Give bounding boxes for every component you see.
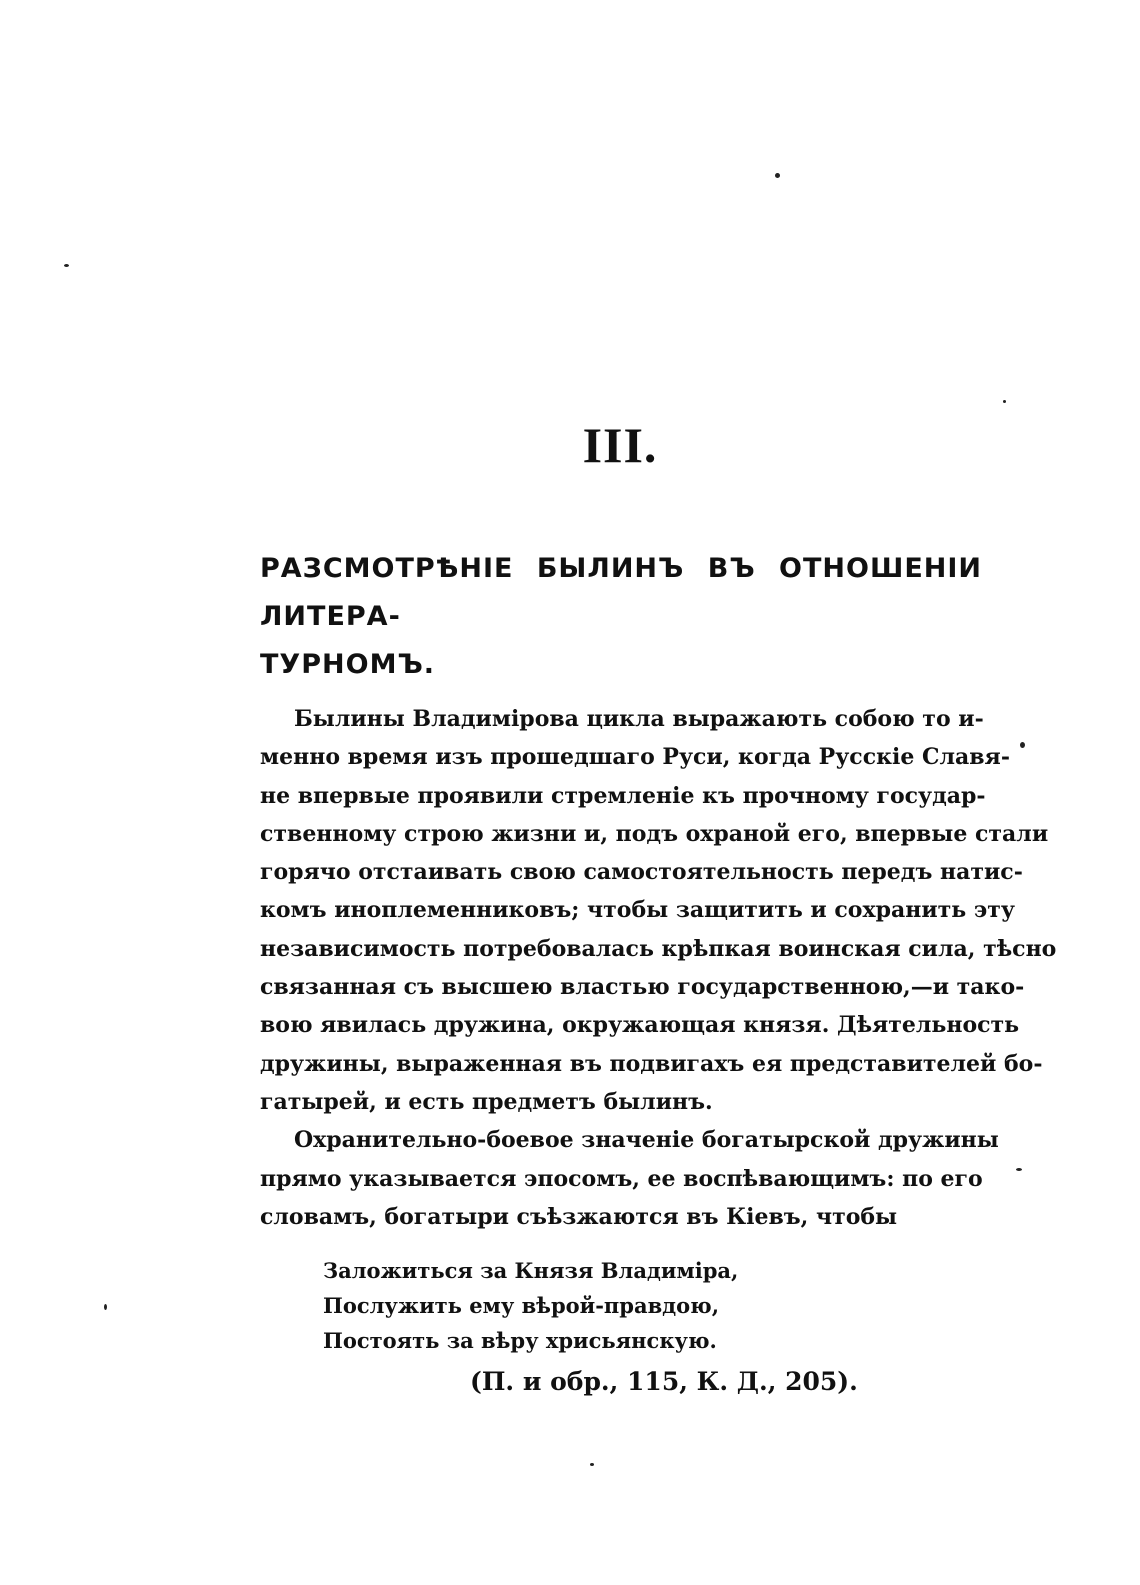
verse-line: Заложиться за Князя Владиміра,	[323, 1258, 739, 1283]
scan-speck	[590, 1463, 594, 1466]
text-line: менно время изъ прошедшаго Руси, когда Русскіе Славя-	[260, 744, 1010, 771]
text-line: вою явилась дружина, окружающая князя. Дѣятельность	[260, 1012, 1020, 1039]
text-line: прямо указывается эпосомъ, ее воспѣвающимъ: по его	[260, 1165, 983, 1192]
verse-line: Послужить ему вѣрой-правдою,	[323, 1293, 720, 1318]
body-text	[260, 700, 1057, 1236]
text-line: не впервые проявили стремленіе къ прочному государ-	[260, 782, 986, 809]
text-line: независимость потребовалась крѣпкая воинская сила, тѣсно	[260, 935, 1057, 962]
text-line: горячо отстаивать свою самостоятельность передъ натис-	[260, 859, 1023, 886]
scan-speck	[775, 173, 780, 178]
text-line: Охранительно-боевое значеніе богатырской дружины	[294, 1127, 999, 1154]
chapter-title-line: ТУРНОМЪ.	[260, 649, 436, 680]
paragraph-2	[260, 1121, 999, 1236]
verse-quote	[323, 1253, 738, 1358]
chapter-title	[260, 545, 982, 689]
scan-speck	[104, 1304, 107, 1310]
text-line: комъ иноплеменниковъ; чтобы защитить и сохранить эту	[260, 897, 1015, 924]
text-line: гатырей, и есть предметъ былинъ.	[260, 1088, 713, 1115]
text-line: словамъ, богатыри съѣзжаются въ Кіевъ, чтобы	[260, 1203, 898, 1230]
verse-citation: (П. и обр., 115, К. Д., 205).	[470, 1367, 858, 1396]
text-line: дружины, выраженная въ подвигахъ ея представителей бо-	[260, 1050, 1043, 1077]
chapter-number: III.	[582, 417, 658, 473]
paragraph-1	[260, 700, 1057, 1121]
scan-speck	[64, 264, 69, 267]
text-line: связанная съ высшею властью государственною,—и тако-	[260, 974, 1025, 1001]
verse-line: Постоять за вѣру хрисьянскую.	[323, 1328, 717, 1353]
text-line: Былины Владимірова цикла выражають собою то и-	[294, 706, 984, 732]
scan-speck	[1020, 742, 1025, 748]
text-line: ственному строю жизни и, подъ охраной его, впервые стали	[260, 820, 1049, 847]
chapter-title-line: РАЗСМОТРѢНІЕ БЫЛИНЪ ВЪ ОТНОШЕНІИ ЛИТЕРА-	[260, 553, 982, 632]
scan-speck	[1003, 400, 1006, 403]
scan-speck	[1016, 1168, 1022, 1171]
